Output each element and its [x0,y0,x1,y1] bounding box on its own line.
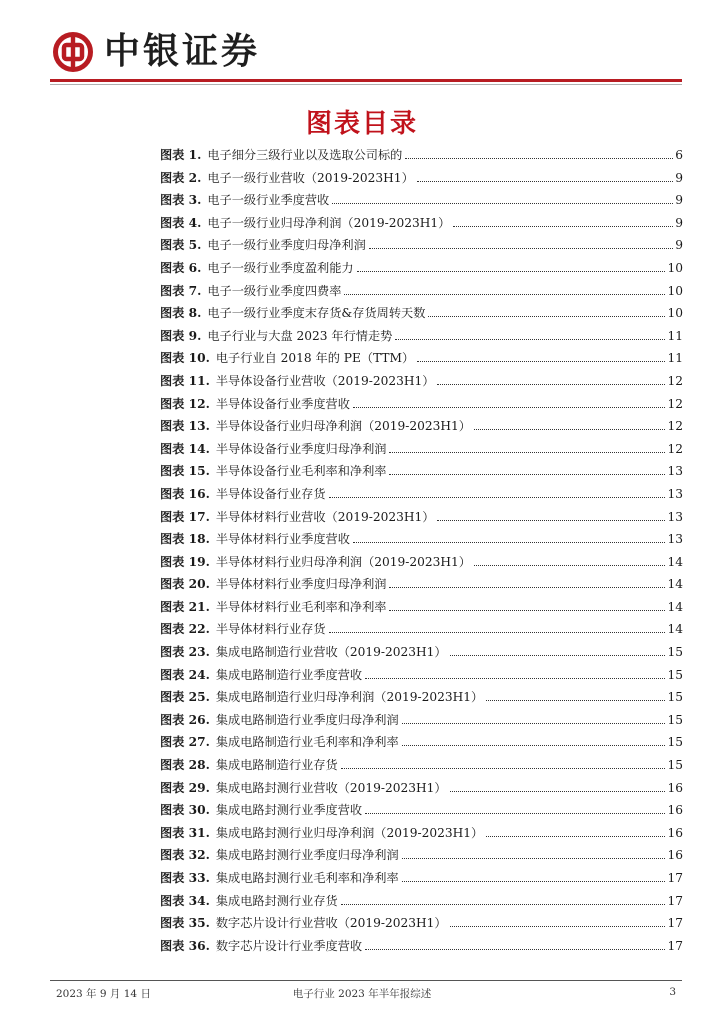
toc-entry-title: 电子一级行业营收（2019-2023H1） [207,170,414,185]
toc-list [160,146,683,959]
toc-entry-page: 17 [667,893,683,908]
toc-entry-page: 10 [667,283,683,298]
toc-dot-leader [395,339,665,340]
toc-entry-title: 电子行业自 2018 年的 PE（TTM） [215,351,415,366]
toc-dot-leader [365,678,665,679]
toc-entry-page: 14 [667,622,683,637]
toc-entry-label: 图表 14. [160,441,210,456]
toc-entry-page: 12 [667,396,683,411]
toc-entry[interactable] [160,575,683,598]
toc-entry-title: 半导体材料行业归母净利润（2019-2023H1） [215,554,471,569]
toc-dot-leader [474,429,665,430]
toc-entry-label: 图表 8. [160,306,202,321]
toc-dot-leader [329,497,666,498]
toc-entry-title: 半导体设备行业季度归母净利润 [215,441,387,456]
toc-entry-title: 电子细分三级行业以及选取公司标的 [207,148,403,162]
toc-entry[interactable] [160,779,683,802]
toc-entry-page: 11 [667,328,683,343]
toc-entry-label: 图表 22. [160,622,210,637]
toc-entry-title: 集成电路封测行业季度营收 [215,803,363,818]
toc-entry-page: 9 [675,215,683,230]
toc-entry-label: 图表 35. [160,916,210,931]
toc-entry[interactable] [160,914,683,937]
toc-entry[interactable] [160,869,683,892]
toc-entry[interactable] [160,553,683,576]
toc-entry-page: 16 [667,825,683,840]
toc-dot-leader [450,791,666,792]
toc-entry-label: 图表 6. [160,260,202,275]
toc-entry[interactable] [160,937,683,960]
toc-entry-title: 集成电路封测行业归母净利润（2019-2023H1） [215,825,484,840]
toc-dot-leader [365,813,665,814]
toc-entry[interactable] [160,598,683,621]
toc-entry[interactable] [160,688,683,711]
toc-entry[interactable] [160,462,683,485]
toc-dot-leader [353,542,666,543]
toc-entry-title: 集成电路封测行业营收（2019-2023H1） [215,780,447,795]
toc-entry[interactable] [160,191,683,214]
toc-entry[interactable] [160,620,683,643]
toc-entry-page: 12 [667,373,683,388]
toc-dot-leader [450,926,666,927]
toc-entry-label: 图表 10. [160,351,210,366]
toc-entry-label: 图表 13. [160,419,210,434]
toc-entry-title: 数字芯片设计行业营收（2019-2023H1） [215,916,447,931]
toc-dot-leader [453,226,673,227]
toc-entry-page: 14 [667,599,683,614]
toc-entry[interactable] [160,169,683,192]
toc-entry-page: 15 [667,735,683,750]
toc-entry-page: 13 [667,464,683,479]
toc-entry-title: 电子一级行业季度归母净利润 [207,238,366,253]
toc-entry[interactable] [160,372,683,395]
toc-dot-leader [417,361,665,362]
toc-entry-title: 集成电路封测行业存货 [215,893,338,908]
toc-entry-label: 图表 7. [160,283,202,298]
toc-entry[interactable] [160,508,683,531]
toc-entry-page: 9 [675,170,683,185]
toc-entry-title: 集成电路制造行业季度营收 [215,667,363,682]
toc-entry-page: 14 [667,577,683,592]
toc-entry-page: 17 [667,916,683,931]
toc-entry-label: 图表 11. [160,373,210,388]
header [52,30,260,74]
toc-entry-title: 半导体材料行业季度归母净利润 [215,577,387,592]
toc-entry-label: 图表 21. [160,599,210,614]
toc-entry-title: 电子行业与大盘 2023 年行情走势 [207,328,393,343]
toc-entry-page: 12 [667,419,683,434]
toc-entry-page: 6 [675,148,683,162]
page-title: 图表目录 [305,109,418,139]
toc-entry-label: 图表 12. [160,396,210,411]
toc-entry-title: 半导体材料行业营收（2019-2023H1） [215,509,435,524]
toc-entry-page: 16 [667,803,683,818]
toc-entry-label: 图表 17. [160,509,210,524]
toc-entry-page: 17 [667,938,683,953]
toc-entry-page: 15 [667,645,683,660]
toc-entry-label: 图表 18. [160,532,210,547]
toc-entry-label: 图表 1. [160,148,202,162]
toc-entry-title: 半导体设备行业存货 [215,486,326,501]
toc-entry-label: 图表 30. [160,803,210,818]
toc-entry-label: 图表 20. [160,577,210,592]
toc-entry[interactable] [160,846,683,869]
toc-entry[interactable] [160,214,683,237]
toc-entry[interactable] [160,146,683,169]
toc-entry[interactable] [160,666,683,689]
toc-entry-title: 半导体设备行业归母净利润（2019-2023H1） [215,419,471,434]
footer-doc-title: 电子行业 2023 年半年报综述 [292,988,432,1000]
toc-entry-page: 17 [667,871,683,885]
toc-dot-leader [389,452,665,453]
toc-dot-leader [369,248,673,249]
toc-entry-page: 12 [667,441,683,456]
toc-dot-leader [437,520,665,521]
toc-entry[interactable] [160,485,683,508]
toc-entry-label: 图表 3. [160,193,202,208]
toc-entry[interactable] [160,530,683,553]
toc-entry-label: 图表 31. [160,825,210,840]
toc-entry-label: 图表 36. [160,938,210,953]
footer-page-number: 3 [669,986,676,998]
toc-entry[interactable] [160,395,683,418]
toc-dot-leader [353,407,666,408]
toc-entry-title: 集成电路制造行业营收（2019-2023H1） [215,645,447,660]
toc-entry-title: 电子一级行业季度末存货&存货周转天数 [207,306,426,321]
toc-entry[interactable] [160,892,683,915]
toc-entry[interactable] [160,756,683,779]
toc-entry-title: 电子一级行业季度盈利能力 [207,260,354,275]
toc-dot-leader [389,474,665,475]
toc-entry-page: 13 [667,532,683,547]
toc-dot-leader [474,565,665,566]
toc-dot-leader [486,700,665,701]
toc-entry-page: 11 [667,351,683,366]
toc-entry-label: 图表 27. [160,735,210,750]
bank-of-china-logo-icon [52,31,94,73]
toc-entry[interactable] [160,304,683,327]
toc-entry-label: 图表 2. [160,170,202,185]
toc-dot-leader [332,203,673,204]
toc-entry-label: 图表 24. [160,667,210,682]
toc-dot-leader [402,881,666,882]
toc-entry-title: 数字芯片设计行业季度营收 [215,938,363,953]
toc-entry-label: 图表 15. [160,464,210,479]
toc-entry-title: 半导体材料行业季度营收 [215,532,350,547]
toc-entry-page: 13 [667,486,683,501]
toc-entry[interactable] [160,801,683,824]
toc-entry-label: 图表 9. [160,328,202,343]
toc-entry-title: 半导体设备行业毛利率和净利率 [215,464,387,479]
toc-entry-title: 电子一级行业季度四费率 [207,283,342,298]
toc-entry[interactable] [160,417,683,440]
toc-entry-title: 半导体设备行业营收（2019-2023H1） [215,373,435,388]
toc-dot-leader [344,294,665,295]
toc-dot-leader [389,610,665,611]
toc-entry-title: 集成电路封测行业季度归母净利润 [215,848,399,863]
toc-entry[interactable] [160,259,683,282]
toc-entry-title: 电子一级行业归母净利润（2019-2023H1） [207,215,451,230]
toc-dot-leader [437,384,665,385]
toc-entry-label: 图表 34. [160,893,210,908]
toc-entry-label: 图表 32. [160,848,210,863]
toc-entry-page: 16 [667,848,683,863]
toc-entry-title: 半导体材料行业存货 [215,622,326,637]
toc-entry-page: 15 [667,758,683,773]
toc-entry[interactable] [160,282,683,305]
toc-entry[interactable] [160,440,683,463]
toc-dot-leader [329,632,666,633]
toc-dot-leader [402,858,666,859]
toc-entry-page: 13 [667,509,683,524]
toc-entry-title: 集成电路封测行业毛利率和净利率 [215,871,399,885]
toc-dot-leader [402,745,666,746]
toc-entry-label: 图表 33. [160,871,210,885]
toc-entry-title: 半导体材料行业毛利率和净利率 [215,599,387,614]
toc-entry-page: 10 [667,260,683,275]
toc-entry-label: 图表 23. [160,645,210,660]
toc-dot-leader [389,587,665,588]
toc-entry-label: 图表 19. [160,554,210,569]
toc-entry-page: 9 [675,238,683,253]
toc-entry-page: 16 [667,780,683,795]
toc-entry-title: 集成电路制造行业毛利率和净利率 [215,735,399,750]
header-rule-thin [50,84,682,85]
toc-entry-label: 图表 29. [160,780,210,795]
toc-dot-leader [341,904,666,905]
toc-entry-label: 图表 25. [160,690,210,705]
toc-entry-title: 集成电路制造行业季度归母净利润 [215,712,399,727]
toc-entry-page: 14 [667,554,683,569]
toc-dot-leader [450,655,666,656]
toc-entry-label: 图表 16. [160,486,210,501]
toc-entry[interactable] [160,236,683,259]
toc-entry-label: 图表 26. [160,712,210,727]
toc-entry-label: 图表 28. [160,758,210,773]
toc-entry[interactable] [160,824,683,847]
toc-entry-title: 电子一级行业季度营收 [207,193,330,208]
toc-entry-page: 10 [667,306,683,321]
toc-entry-title: 集成电路制造行业存货 [215,758,338,773]
toc-dot-leader [365,949,665,950]
footer-date: 2023 年 9 月 14 日 [56,988,151,1000]
toc-entry[interactable] [160,643,683,666]
toc-dot-leader [341,768,666,769]
toc-dot-leader [357,271,666,272]
toc-entry[interactable] [160,711,683,734]
toc-entry-title: 半导体设备行业季度营收 [215,396,350,411]
toc-dot-leader [428,316,665,317]
toc-dot-leader [486,836,665,837]
toc-entry[interactable] [160,349,683,372]
toc-entry-title: 集成电路制造行业归母净利润（2019-2023H1） [215,690,484,705]
toc-entry-label: 图表 5. [160,238,202,253]
brand-name: 中银证券 [104,31,261,72]
toc-entry[interactable] [160,327,683,350]
toc-dot-leader [417,181,673,182]
toc-entry-page: 9 [675,193,683,208]
footer-rule [50,980,682,981]
toc-entry-page: 15 [667,690,683,705]
toc-entry-page: 15 [667,667,683,682]
toc-entry[interactable] [160,733,683,756]
toc-entry-label: 图表 4. [160,215,202,230]
toc-dot-leader [402,723,666,724]
toc-entry-page: 15 [667,712,683,727]
header-rule [50,79,682,82]
toc-dot-leader [405,158,673,159]
